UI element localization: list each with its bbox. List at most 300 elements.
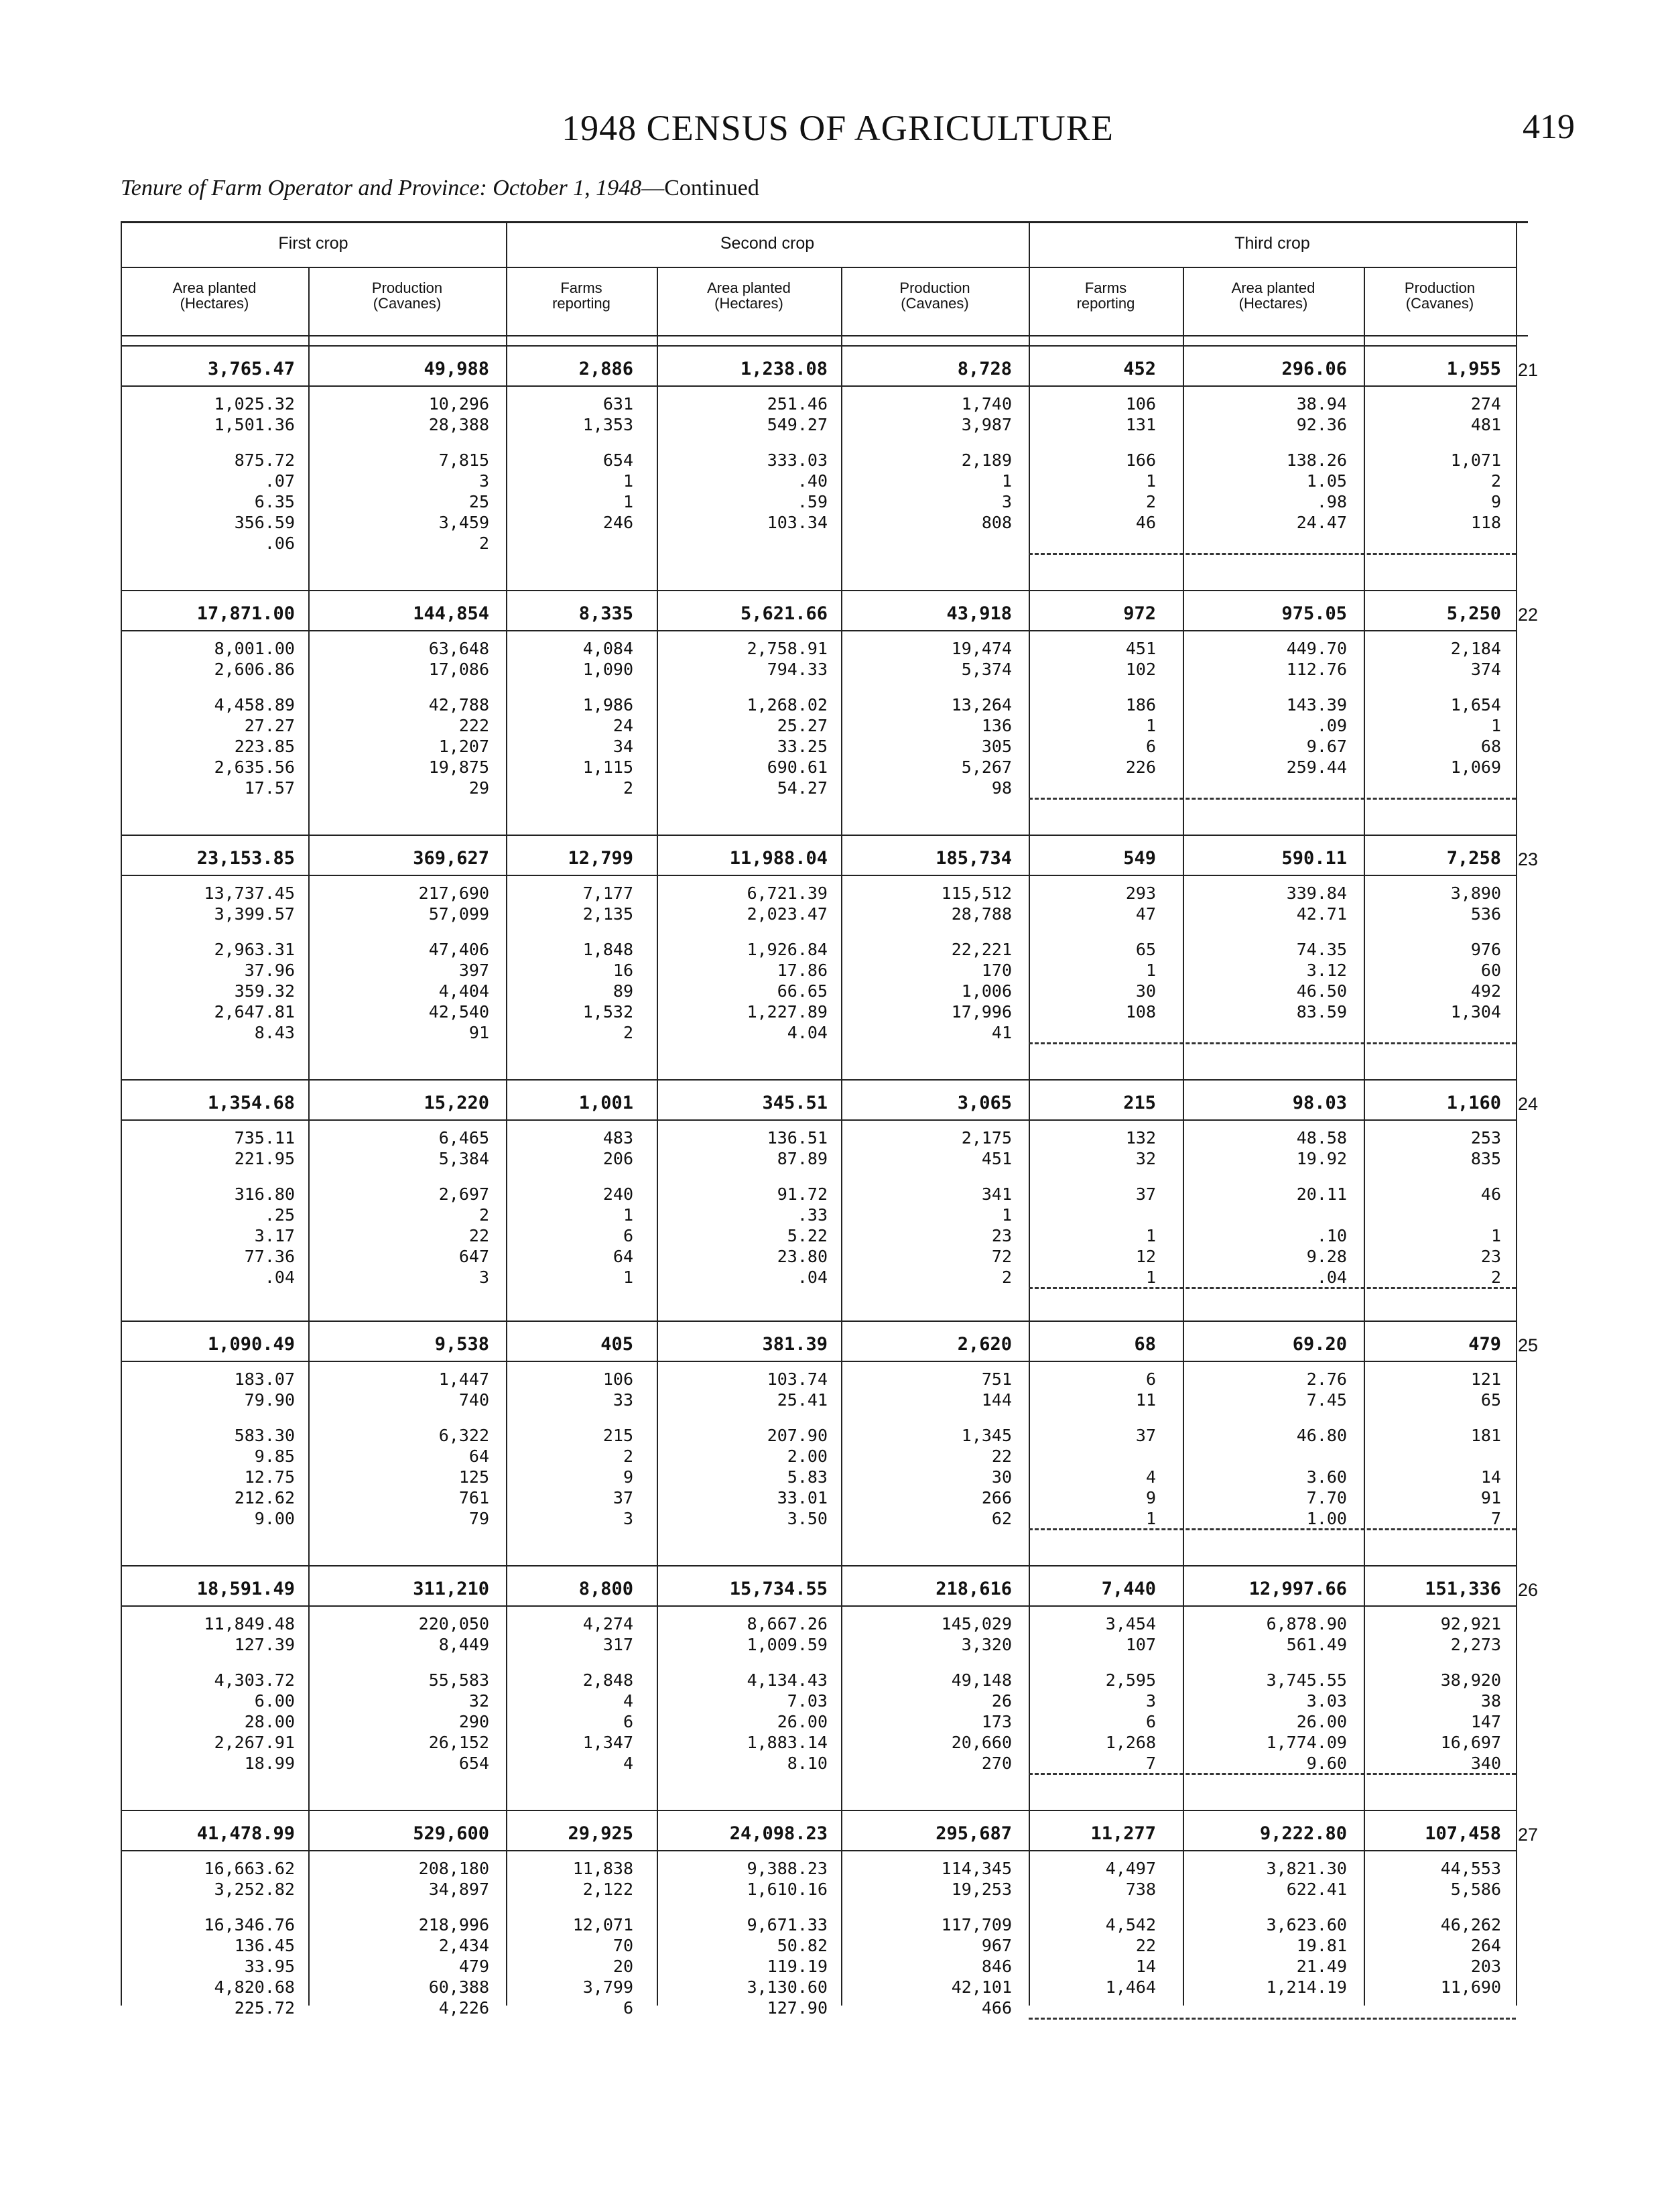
data-row-cell: 4,820.68 [214,1977,295,1997]
group-rule-second [506,267,1029,268]
data-row-cell: 26,152 [428,1733,489,1752]
data-row-cell: 79.90 [244,1390,295,1410]
data-row-cell: 690.61 [767,757,828,777]
data-row-cell: 1.05 [1306,471,1347,491]
data-row-cell: 339.84 [1286,883,1347,903]
data-row-cell: 60 [1480,961,1501,980]
data-row-cell: 967 [981,1936,1012,1955]
data-row-cell: 13,264 [951,695,1012,715]
total-rule [121,1605,1516,1607]
data-row-cell: 3,890 [1450,883,1501,903]
data-row-cell: .06 [264,534,295,553]
data-row-cell: 5,384 [438,1149,489,1168]
data-row-cell: .04 [1316,1268,1347,1287]
data-row-cell: 42.71 [1296,904,1347,924]
data-row-cell: 2 [623,1023,633,1042]
data-row-cell: 5.83 [787,1467,828,1487]
data-row-cell: 136 [981,716,1012,735]
total-row-cell: 18,591.49 [196,1579,295,1599]
data-row-cell: 11 [1135,1390,1156,1410]
total-row-cell: 1,090.49 [207,1334,295,1355]
data-row-cell: 1 [623,1268,633,1287]
total-row-cell: 9,222.80 [1259,1823,1347,1844]
data-row-cell: 341 [981,1184,1012,1204]
data-row-cell: 1,848 [582,940,633,959]
data-row-cell: 55,583 [428,1670,489,1690]
data-row-cell: 37.96 [244,961,295,980]
dashed-rule [1029,1287,1516,1289]
data-row-cell: 9.00 [254,1509,295,1528]
data-row-cell: 54.27 [777,778,828,798]
data-row-cell: 6 [1145,737,1156,756]
total-row-cell: 2,886 [578,359,633,379]
data-row-cell: 2,963.31 [214,940,295,959]
section-number: 23 [1518,849,1539,869]
data-row-cell: 1,883.14 [747,1733,828,1752]
data-row-cell: 19.92 [1296,1149,1347,1168]
data-row-cell: 3.12 [1306,961,1347,980]
data-row-cell: 25 [468,492,489,511]
data-row-cell: 1 [623,1205,633,1225]
data-row-cell: 1 [1490,1226,1501,1245]
section-number: 22 [1518,605,1539,625]
section-rule [121,835,1516,836]
column-header: Farms reporting [1076,280,1135,312]
data-row-cell: 1,501.36 [214,415,295,434]
data-row-cell: 1.00 [1306,1509,1347,1528]
total-row-cell: 1,354.68 [207,1093,295,1113]
data-row-cell: 3,745.55 [1266,1670,1347,1690]
data-row-cell: 3.03 [1306,1691,1347,1711]
data-row-cell: 253 [1470,1128,1501,1148]
data-row-cell: 6 [623,1998,633,2018]
data-row-cell: 1,464 [1105,1977,1156,1997]
total-row-cell: 452 [1123,359,1156,379]
data-row-cell: 536 [1470,904,1501,924]
total-row-cell: 296.06 [1281,359,1347,379]
data-row-cell: 9 [623,1467,633,1487]
section-rule [121,1320,1516,1322]
column-header: Production (Cavanes) [371,280,443,312]
data-row-cell: 132 [1125,1128,1156,1148]
data-row-cell: 181 [1470,1426,1501,1445]
data-row-cell: 74.35 [1296,940,1347,959]
data-row-cell: 138.26 [1286,450,1347,470]
data-row-cell: 20,660 [951,1733,1012,1752]
data-row-cell: 37 [1135,1184,1156,1204]
data-row-cell: 89 [613,981,633,1001]
data-row-cell: 49,148 [951,1670,1012,1690]
data-row-cell: 46 [1480,1184,1501,1204]
data-row-cell: 1,268 [1105,1733,1156,1752]
data-row-cell: 32 [1135,1149,1156,1168]
data-row-cell: 7,815 [438,450,489,470]
data-row-cell: .25 [264,1205,295,1225]
group-header: Third crop [1234,234,1310,253]
data-row-cell: 1,740 [961,394,1012,414]
data-row-cell: 1 [1001,471,1012,491]
header-bottom-rule [121,335,1528,336]
data-row-cell: 12.75 [244,1467,295,1487]
section-number: 25 [1518,1335,1539,1355]
data-row-cell: 223.85 [234,737,295,756]
data-row-cell: 622.41 [1286,1880,1347,1899]
subtitle-text: Tenure of Farm Operator and Province: October 1, 1948 [121,176,642,200]
data-row-cell: 38.94 [1296,394,1347,414]
page-title: 1948 CENSUS OF AGRICULTURE [562,108,1114,148]
data-row-cell: 317 [602,1635,633,1654]
data-row-cell: 1,214.19 [1266,1977,1347,1997]
table-subtitle [121,176,759,201]
data-row-cell: 3,799 [582,1977,633,1997]
data-row-cell: 6.00 [254,1691,295,1711]
total-row-cell: 311,210 [413,1579,489,1599]
data-row-cell: 875.72 [234,450,295,470]
data-row-cell: .98 [1316,492,1347,511]
data-row-cell: 293 [1125,883,1156,903]
data-row-cell: 3.17 [254,1226,295,1245]
total-row-cell: 5,621.66 [740,603,828,624]
data-row-cell: 654 [602,450,633,470]
data-row-cell: 66.65 [777,981,828,1001]
data-row-cell: 1 [1145,961,1156,980]
data-row-cell: 2,273 [1450,1635,1501,1654]
data-row-cell: 72 [991,1247,1012,1266]
data-row-cell: 290 [458,1712,489,1731]
data-row-cell: 170 [981,961,1012,980]
data-row-cell: .07 [264,471,295,491]
data-row-cell: 561.49 [1286,1635,1347,1654]
data-row-cell: 20.11 [1296,1184,1347,1204]
data-row-cell: 3,821.30 [1266,1859,1347,1878]
data-row-cell: 206 [602,1149,633,1168]
data-row-cell: 6 [1145,1712,1156,1731]
data-row-cell: 7 [1145,1754,1156,1773]
data-row-cell: 68 [1480,737,1501,756]
section-number: 27 [1518,1825,1539,1845]
group-rule-third [1029,267,1516,268]
data-row-cell: 87.89 [777,1149,828,1168]
data-row-cell: 1 [1145,1509,1156,1528]
total-row-cell: 11,988.04 [729,848,828,869]
dashed-rule [1029,553,1516,555]
data-row-cell: 7.03 [787,1691,828,1711]
data-row-cell: 2,267.91 [214,1733,295,1752]
data-row-cell: 266 [981,1488,1012,1508]
data-row-cell: 17,996 [951,1002,1012,1022]
data-row-cell: 397 [458,961,489,980]
data-row-cell: 27.27 [244,716,295,735]
data-row-cell: 2 [623,778,633,798]
table-right-border [1516,221,1517,2006]
data-row-cell: 5,374 [961,660,1012,679]
total-row-cell: 68 [1134,1334,1156,1355]
data-row-cell: 23.80 [777,1247,828,1266]
data-row-cell: 483 [602,1128,633,1148]
data-row-cell: 5.22 [787,1226,828,1245]
data-row-cell: 479 [458,1957,489,1976]
data-row-cell: 18.99 [244,1754,295,1773]
data-row-cell: 9,388.23 [747,1859,828,1878]
data-row-cell: 16,663.62 [204,1859,295,1878]
data-row-cell: 57,099 [428,904,489,924]
data-row-cell: 30 [1135,981,1156,1001]
data-row-cell: 33.25 [777,737,828,756]
total-rule [121,875,1516,876]
data-row-cell: 1,447 [438,1369,489,1389]
column-header: Production (Cavanes) [1404,280,1476,312]
group-rule-first [121,267,506,268]
data-row-cell: 19,875 [428,757,489,777]
data-row-cell: 65 [1480,1390,1501,1410]
data-row-cell: 6.35 [254,492,295,511]
data-row-cell: 42,101 [951,1977,1012,1997]
total-row-cell: 549 [1123,848,1156,869]
data-row-cell: 117,709 [941,1915,1012,1934]
total-row-cell: 479 [1468,1334,1501,1355]
data-row-cell: .10 [1316,1226,1347,1245]
total-row-cell: 3,065 [957,1093,1012,1113]
data-row-cell: 631 [602,394,633,414]
data-row-cell: 22 [1135,1936,1156,1955]
total-row-cell: 7,258 [1446,848,1501,869]
total-row-cell: 12,799 [568,848,633,869]
data-row-cell: 246 [602,513,633,532]
data-row-cell: 46.80 [1296,1426,1347,1445]
data-row-cell: 21.49 [1296,1957,1347,1976]
data-row-cell: 333.03 [767,450,828,470]
data-row-cell: 4,542 [1105,1915,1156,1934]
data-row-cell: 5,267 [961,757,1012,777]
data-row-cell: 1,268.02 [747,695,828,715]
data-row-cell: 5,586 [1450,1880,1501,1899]
data-row-cell: 2 [623,1447,633,1466]
data-row-cell: 115,512 [941,883,1012,903]
data-row-cell: 14 [1135,1957,1156,1976]
data-row-cell: 6,878.90 [1266,1614,1347,1634]
data-row-cell: 3 [1001,492,1012,511]
data-row-cell: 166 [1125,450,1156,470]
data-row-cell: 2,175 [961,1128,1012,1148]
total-row-cell: 975.05 [1281,603,1347,624]
table-top-rule [121,221,1528,223]
data-row-cell: 2.76 [1306,1369,1347,1389]
data-row-cell: 32 [468,1691,489,1711]
data-row-cell: 38 [1480,1691,1501,1711]
total-row-cell: 98.03 [1292,1093,1347,1113]
data-row-cell: 359.32 [234,981,295,1001]
data-row-cell: 6 [1145,1369,1156,1389]
data-row-cell: 220,050 [418,1614,489,1634]
data-row-cell: 340 [1470,1754,1501,1773]
data-row-cell: 2 [1490,471,1501,491]
data-row-cell: 2,697 [438,1184,489,1204]
data-row-cell: 25.41 [777,1390,828,1410]
data-row-cell: 481 [1470,415,1501,434]
data-row-cell: 3,459 [438,513,489,532]
data-row-cell: 8.43 [254,1023,295,1042]
data-row-cell: 6,465 [438,1128,489,1148]
data-row-cell: 8,449 [438,1635,489,1654]
total-row-cell: 41,478.99 [196,1823,295,1844]
data-row-cell: 4,404 [438,981,489,1001]
data-row-cell: 186 [1125,695,1156,715]
data-row-cell: 1,347 [582,1733,633,1752]
data-row-cell: 8,667.26 [747,1614,828,1634]
data-row-cell: 26.00 [777,1712,828,1731]
data-row-cell: 11,690 [1440,1977,1501,1997]
data-row-cell: 217,690 [418,883,489,903]
data-row-cell: 1 [623,471,633,491]
data-row-cell: 65 [1135,940,1156,959]
total-row-cell: 529,600 [413,1823,489,1844]
data-row-cell: 19,474 [951,639,1012,658]
data-row-cell: 208,180 [418,1859,489,1878]
total-row-cell: 215 [1123,1093,1156,1113]
data-row-cell: 79 [468,1509,489,1528]
data-row-cell: 4,084 [582,639,633,658]
total-row-cell: 295,687 [936,1823,1012,1844]
data-row-cell: 114,345 [941,1859,1012,1878]
data-row-cell: 47,406 [428,940,489,959]
data-row-cell: 9 [1490,492,1501,511]
data-row-cell: 63,648 [428,639,489,658]
data-row-cell: 121 [1470,1369,1501,1389]
data-row-cell: 647 [458,1247,489,1266]
data-row-cell: 3.50 [787,1509,828,1528]
dashed-rule [1029,1773,1516,1775]
total-rule [121,1119,1516,1121]
data-row-cell: 4,226 [438,1998,489,2018]
data-row-cell: 1 [1490,716,1501,735]
data-row-cell: 70 [613,1936,633,1955]
data-row-cell: 77.36 [244,1247,295,1266]
data-row-cell: 4 [623,1754,633,1773]
data-row-cell: 19,253 [951,1880,1012,1899]
data-row-cell: 4,274 [582,1614,633,1634]
data-row-cell: 12,071 [572,1915,633,1934]
total-row-cell: 43,918 [946,603,1012,624]
subtitle-continued: —Continued [641,176,759,200]
total-row-cell: 11,277 [1090,1823,1156,1844]
data-row-cell: 173 [981,1712,1012,1731]
total-row-cell: 69.20 [1292,1334,1347,1355]
data-row-cell: 33.95 [244,1957,295,1976]
data-row-cell: 3.60 [1306,1467,1347,1487]
data-row-cell: 28.00 [244,1712,295,1731]
data-row-cell: 6,721.39 [747,883,828,903]
data-row-cell: 2,434 [438,1936,489,1955]
data-row-cell: 7,177 [582,883,633,903]
data-row-cell: .40 [797,471,828,491]
section-number: 21 [1518,360,1539,380]
data-row-cell: 22 [468,1226,489,1245]
data-row-cell: 3,252.82 [214,1880,295,1899]
data-row-cell: 17,086 [428,660,489,679]
total-row-cell: 23,153.85 [196,848,295,869]
data-row-cell: 3 [478,471,489,491]
data-row-cell: 23 [991,1226,1012,1245]
data-row-cell: 102 [1125,660,1156,679]
data-row-cell: 203 [1470,1957,1501,1976]
data-row-cell: 1 [623,492,633,511]
data-row-cell: 50.82 [777,1936,828,1955]
data-row-cell: .33 [797,1205,828,1225]
data-row-cell: 218,996 [418,1915,489,1934]
data-row-cell: 251.46 [767,394,828,414]
data-row-cell: 794.33 [767,660,828,679]
data-row-cell: 125 [458,1467,489,1487]
section-number: 24 [1518,1094,1539,1114]
data-row-cell: 2,184 [1450,639,1501,658]
data-row-cell: 3 [623,1509,633,1528]
data-row-cell: 8,001.00 [214,639,295,658]
total-row-cell: 1,001 [578,1093,633,1113]
data-row-cell: 451 [1125,639,1156,658]
data-row-cell: 2 [1001,1268,1012,1287]
data-row-cell: 30 [991,1467,1012,1487]
data-row-cell: 751 [981,1369,1012,1389]
data-row-cell: 1,207 [438,737,489,756]
data-row-cell: 1 [1145,716,1156,735]
data-row-cell: 2 [478,1205,489,1225]
data-row-cell: 583.30 [234,1426,295,1445]
data-row-cell: 240 [602,1184,633,1204]
data-row-cell: 136.45 [234,1936,295,1955]
total-rule [121,385,1516,387]
group-header: Second crop [720,234,815,253]
data-row-cell: 16,346.76 [204,1915,295,1934]
data-row-cell: 761 [458,1488,489,1508]
data-row-cell: 9.28 [1306,1247,1347,1266]
data-row-cell: 144 [981,1390,1012,1410]
data-row-cell: 106 [1125,394,1156,414]
total-row-cell: 9,538 [434,1334,489,1355]
data-row-cell: 356.59 [234,513,295,532]
data-row-cell: 103.34 [767,513,828,532]
data-row-cell: 4,497 [1105,1859,1156,1878]
dashed-rule [1029,2018,1516,2020]
data-row-cell: 3 [1145,1691,1156,1711]
data-row-cell: 9,671.33 [747,1915,828,1934]
data-row-cell: 147 [1470,1712,1501,1731]
data-row-cell: 3,623.60 [1266,1915,1347,1934]
data-row-cell: 28,388 [428,415,489,434]
data-row-cell: 9.85 [254,1447,295,1466]
data-row-cell: 1 [1145,1226,1156,1245]
data-row-cell: 225.72 [234,1998,295,2018]
data-row-cell: 1,009.59 [747,1635,828,1654]
data-row-cell: 3,399.57 [214,904,295,924]
data-row-cell: 2,848 [582,1670,633,1690]
data-row-cell: 26 [991,1691,1012,1711]
column-header: Area planted (Hectares) [1231,280,1315,312]
data-row-cell: 316.80 [234,1184,295,1204]
dashed-rule [1029,1528,1516,1530]
data-row-cell: 64 [613,1247,633,1266]
data-row-cell: 33.01 [777,1488,828,1508]
data-row-cell: 1,774.09 [1266,1733,1347,1752]
data-row-cell: 1,345 [961,1426,1012,1445]
data-row-cell: 808 [981,513,1012,532]
data-row-cell: 16 [613,961,633,980]
data-row-cell: 2 [1490,1268,1501,1287]
total-row-cell: 12,997.66 [1248,1579,1347,1599]
data-row-cell: 7.70 [1306,1488,1347,1508]
data-row-cell: 3 [478,1268,489,1287]
total-row-cell: 49,988 [424,359,489,379]
data-row-cell: 7 [1490,1509,1501,1528]
